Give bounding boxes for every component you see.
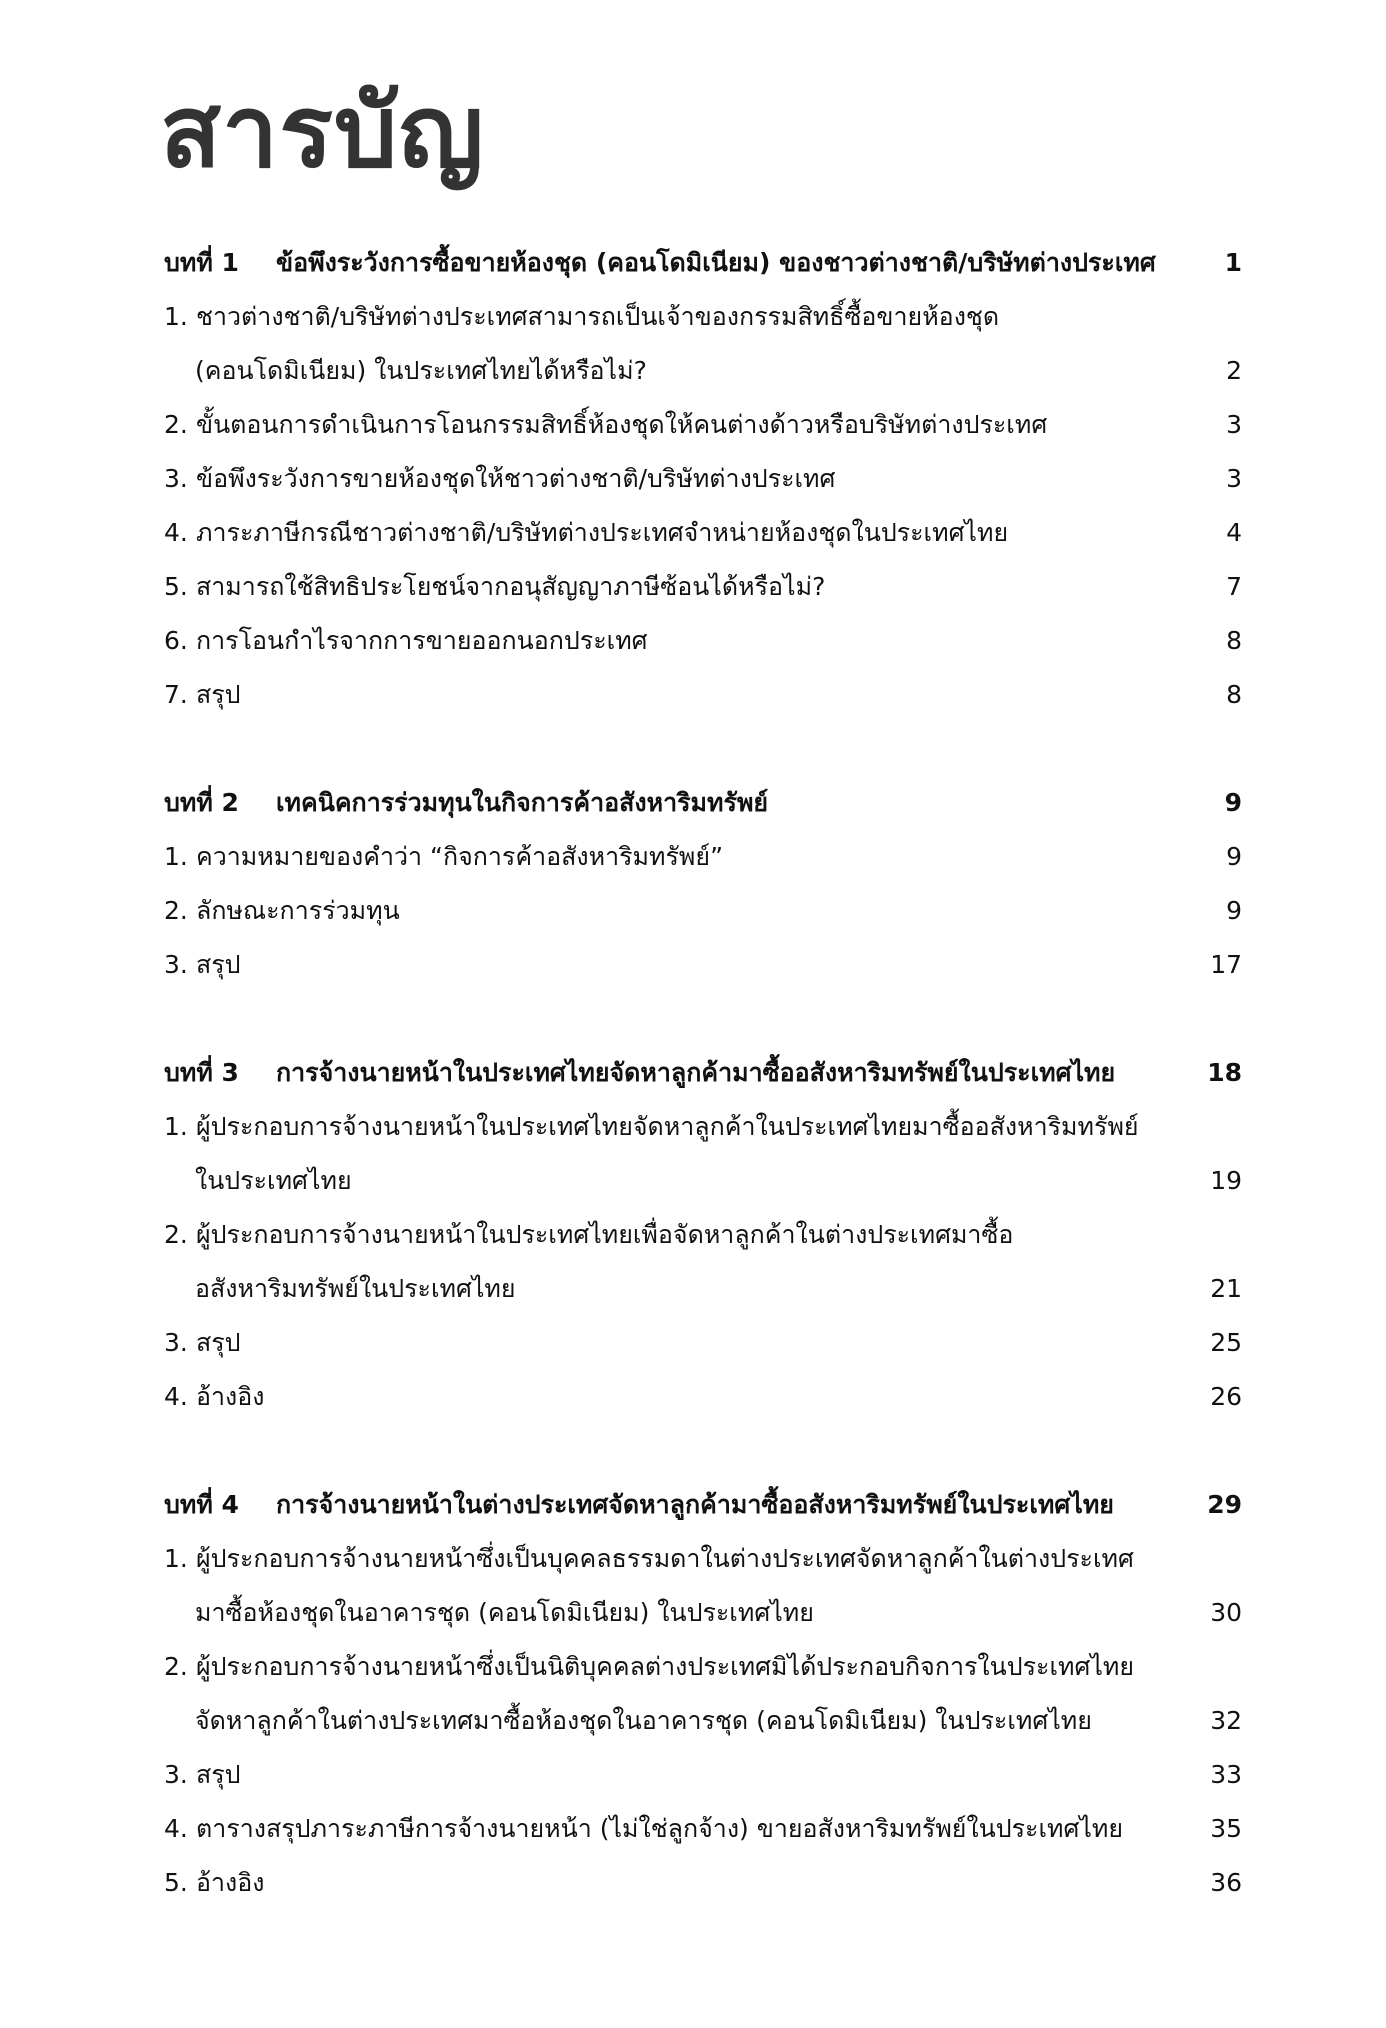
toc-entry[interactable] — [164, 290, 1242, 344]
toc-entry[interactable] — [164, 1316, 1242, 1370]
entry-page-number: 4 — [1226, 518, 1242, 547]
chapter-page-number: 1 — [1224, 248, 1242, 277]
toc-entry[interactable] — [164, 668, 1242, 722]
entry-number: 3. — [164, 1760, 188, 1789]
entry-number: 4. — [164, 1814, 188, 1843]
toc-entry[interactable] — [164, 1856, 1242, 1910]
toc-entry[interactable] — [164, 1586, 1242, 1640]
toc-entry[interactable] — [164, 938, 1242, 992]
chapter-label: บทที่ 3 — [164, 1058, 239, 1087]
entry-title: ข้อพึงระวังการขายห้องชุดให้ชาวต่างชาติ/บริษัทต่างประเทศ — [196, 464, 836, 493]
entry-page-number: 36 — [1210, 1868, 1242, 1897]
toc-entry[interactable] — [164, 1100, 1242, 1154]
entry-title: ผู้ประกอบการจ้างนายหน้าในประเทศไทยเพื่อจัดหาลูกค้าในต่างประเทศมาซื้อ — [196, 1220, 1014, 1249]
entry-number: 3. — [164, 464, 188, 493]
toc-entry[interactable] — [164, 884, 1242, 938]
entry-title: ผู้ประกอบการจ้างนายหน้าซึ่งเป็นบุคคลธรรมดาในต่างประเทศจัดหาลูกค้าในต่างประเทศ — [196, 1544, 1134, 1573]
entry-number: 5. — [164, 1868, 188, 1897]
entry-page-number: 33 — [1210, 1760, 1242, 1789]
toc-chapter-heading[interactable] — [164, 776, 1242, 830]
entry-page-number: 9 — [1226, 842, 1242, 871]
entry-title: ตารางสรุปภาระภาษีการจ้างนายหน้า (ไม่ใช่ลูกจ้าง) ขายอสังหาริมทรัพย์ในประเทศไทย — [196, 1814, 1124, 1843]
entry-number: 1. — [164, 842, 188, 871]
entry-number: 1. — [164, 302, 188, 331]
entry-title-continuation: มาซื้อห้องชุดในอาคารชุด (คอนโดมิเนียม) ในประเทศไทย — [195, 1598, 814, 1627]
entry-title: การโอนกำไรจากการขายออกนอกประเทศ — [196, 626, 648, 655]
entry-page-number: 25 — [1210, 1328, 1242, 1357]
toc-entry[interactable] — [164, 830, 1242, 884]
toc-chapter-heading[interactable] — [164, 1478, 1242, 1532]
entry-title: ความหมายของคำว่า “กิจการค้าอสังหาริมทรัพย์” — [196, 842, 724, 871]
entry-page-number: 26 — [1210, 1382, 1242, 1411]
entry-title-continuation: ในประเทศไทย — [195, 1166, 352, 1195]
toc-entry[interactable] — [164, 1694, 1242, 1748]
toc-entry[interactable] — [164, 614, 1242, 668]
entry-number: 1. — [164, 1112, 188, 1141]
chapter-label: บทที่ 1 — [164, 248, 239, 277]
entry-title: สรุป — [196, 950, 241, 979]
entry-number: 4. — [164, 518, 188, 547]
entry-page-number: 8 — [1226, 626, 1242, 655]
entry-title: ผู้ประกอบการจ้างนายหน้าซึ่งเป็นนิติบุคคลต่างประเทศมิได้ประกอบกิจการในประเทศไทย — [196, 1652, 1135, 1681]
toc-entry[interactable] — [164, 1748, 1242, 1802]
toc-entry[interactable] — [164, 398, 1242, 452]
entry-title-continuation: (คอนโดมิเนียม) ในประเทศไทยได้หรือไม่? — [195, 356, 647, 385]
entry-title: ชาวต่างชาติ/บริษัทต่างประเทศสามารถเป็นเจ้าของกรรมสิทธิ์ซื้อขายห้องชุด — [196, 302, 1000, 331]
toc-entry[interactable] — [164, 452, 1242, 506]
entry-number: 2. — [164, 410, 188, 439]
entry-page-number: 21 — [1210, 1274, 1242, 1303]
chapter-label: บทที่ 2 — [164, 788, 239, 817]
entry-page-number: 3 — [1226, 464, 1242, 493]
entry-page-number: 9 — [1226, 896, 1242, 925]
chapter-title: ข้อพึงระวังการซื้อขายห้องชุด (คอนโดมิเนียม) ของชาวต่างชาติ/บริษัทต่างประเทศ — [276, 248, 1156, 277]
entry-page-number: 35 — [1210, 1814, 1242, 1843]
entry-number: 4. — [164, 1382, 188, 1411]
chapter-title: เทคนิคการร่วมทุนในกิจการค้าอสังหาริมทรัพย์ — [276, 788, 769, 817]
entry-page-number: 32 — [1210, 1706, 1242, 1735]
entry-page-number: 17 — [1210, 950, 1242, 979]
entry-page-number: 7 — [1226, 572, 1242, 601]
page-title: สารบัญ — [160, 73, 485, 190]
entry-title: อ้างอิง — [196, 1868, 265, 1897]
entry-title: สรุป — [196, 1760, 241, 1789]
entry-page-number: 8 — [1226, 680, 1242, 709]
toc-chapter-heading[interactable] — [164, 1046, 1242, 1100]
toc-entry[interactable] — [164, 344, 1242, 398]
toc-entry[interactable] — [164, 560, 1242, 614]
chapter-label: บทที่ 4 — [164, 1490, 239, 1519]
section-spacer — [164, 1424, 1242, 1478]
entry-title: ผู้ประกอบการจ้างนายหน้าในประเทศไทยจัดหาลูกค้าในประเทศไทยมาซื้ออสังหาริมทรัพย์ — [196, 1112, 1139, 1141]
entry-page-number: 2 — [1226, 356, 1242, 385]
chapter-title: การจ้างนายหน้าในต่างประเทศจัดหาลูกค้ามาซื้ออสังหาริมทรัพย์ในประเทศไทย — [276, 1490, 1114, 1519]
entry-number: 1. — [164, 1544, 188, 1573]
chapter-title: การจ้างนายหน้าในประเทศไทยจัดหาลูกค้ามาซื้ออสังหาริมทรัพย์ในประเทศไทย — [276, 1058, 1116, 1087]
chapter-page-number: 9 — [1224, 788, 1242, 817]
section-spacer — [164, 992, 1242, 1046]
entry-title-continuation: จัดหาลูกค้าในต่างประเทศมาซื้อห้องชุดในอาคารชุด (คอนโดมิเนียม) ในประเทศไทย — [195, 1706, 1092, 1735]
toc-entry[interactable] — [164, 1802, 1242, 1856]
toc-entry[interactable] — [164, 506, 1242, 560]
entry-number: 3. — [164, 950, 188, 979]
entry-page-number: 19 — [1210, 1166, 1242, 1195]
entry-title-continuation: อสังหาริมทรัพย์ในประเทศไทย — [195, 1274, 516, 1303]
toc-entry[interactable] — [164, 1370, 1242, 1424]
entry-title: สรุป — [196, 1328, 241, 1357]
entry-number: 5. — [164, 572, 188, 601]
entry-number: 2. — [164, 1220, 188, 1249]
section-spacer — [164, 722, 1242, 776]
toc-entry[interactable] — [164, 1208, 1242, 1262]
entry-number: 3. — [164, 1328, 188, 1357]
entry-title: อ้างอิง — [196, 1382, 265, 1411]
entry-number: 2. — [164, 896, 188, 925]
chapter-page-number: 29 — [1207, 1490, 1242, 1519]
toc-entry[interactable] — [164, 1640, 1242, 1694]
toc-entry[interactable] — [164, 1154, 1242, 1208]
toc-entry[interactable] — [164, 1532, 1242, 1586]
entry-number: 2. — [164, 1652, 188, 1681]
chapter-page-number: 18 — [1207, 1058, 1242, 1087]
entry-title: ลักษณะการร่วมทุน — [196, 896, 400, 925]
entry-title: ขั้นตอนการดำเนินการโอนกรรมสิทธิ์ห้องชุดให้คนต่างด้าวหรือบริษัทต่างประเทศ — [196, 410, 1048, 439]
entry-title: สามารถใช้สิทธิประโยชน์จากอนุสัญญาภาษีซ้อนได้หรือไม่? — [196, 572, 826, 601]
entry-page-number: 3 — [1226, 410, 1242, 439]
entry-page-number: 30 — [1210, 1598, 1242, 1627]
entry-number: 6. — [164, 626, 188, 655]
entry-title: สรุป — [196, 680, 241, 709]
entry-number: 7. — [164, 680, 188, 709]
toc-entry[interactable] — [164, 1262, 1242, 1316]
toc-chapter-heading[interactable] — [164, 236, 1242, 290]
table-of-contents — [164, 236, 1242, 1910]
entry-title: ภาระภาษีกรณีชาวต่างชาติ/บริษัทต่างประเทศจำหน่ายห้องชุดในประเทศไทย — [196, 518, 1009, 547]
